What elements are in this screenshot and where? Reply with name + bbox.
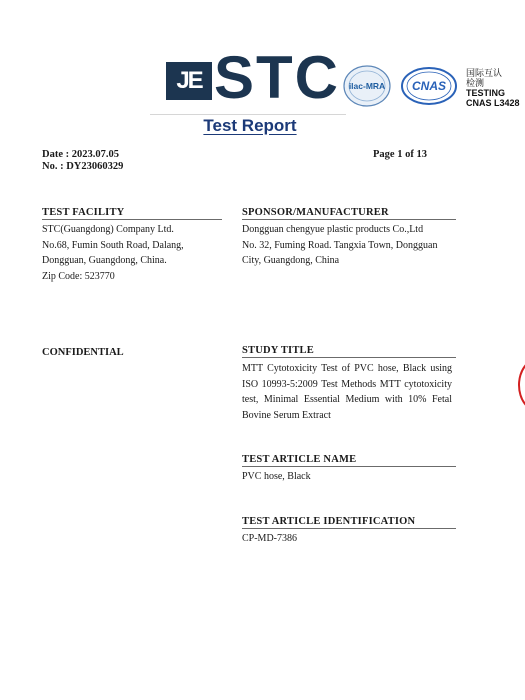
facility-line: No.68, Fumin South Road, Dalang,	[42, 239, 184, 251]
red-stamp-icon	[518, 358, 525, 412]
report-date: Date : 2023.07.05	[42, 149, 119, 160]
study-title-text: MTT Cytotoxicity Test of PVC hose, Black using ISO 10993-5:2009 Test Methods MTT cytotoxicity test, Minimal Essential Medium with 10% Fetal Bovine Serum Extract	[242, 363, 452, 421]
report-title-text: Test Report	[203, 116, 297, 135]
stc-logo-text: STC	[214, 44, 340, 111]
accreditation-block	[466, 68, 525, 108]
stc-logo-mark	[166, 62, 212, 100]
study-title-heading: STUDY TITLE	[242, 345, 456, 358]
sponsor-line: City, Guangdong, China	[242, 255, 340, 266]
article-id-text: CP-MD-7386	[242, 533, 298, 544]
article-name-text: PVC hose, Black	[242, 471, 311, 482]
sponsor-address	[242, 222, 456, 269]
page-indicator: Page 1 of 13	[373, 149, 427, 160]
test-facility-address	[42, 222, 222, 284]
facility-line: STC(Guangdong) Company Ltd.	[42, 224, 174, 235]
sponsor-line: Dongguan chengyue plastic products Co.,Ltd	[242, 224, 424, 235]
report-number: No. : DY23060329	[42, 161, 124, 172]
test-facility-heading: TEST FACILITY	[42, 207, 222, 220]
report-title	[0, 116, 500, 136]
article-id-heading: TEST ARTICLE IDENTIFICATION	[242, 516, 456, 529]
accreditation-cn-2: 检测	[466, 78, 485, 88]
accreditation-cn-1: 国际互认	[466, 68, 503, 78]
facility-line: Dongguan, Guangdong, China.	[42, 255, 167, 266]
accreditation-testing: TESTING	[466, 88, 506, 98]
logo-divider	[150, 114, 346, 115]
accreditation-number: CNAS L3428	[466, 98, 520, 108]
article-name-heading: TEST ARTICLE NAME	[242, 454, 456, 467]
ilac-mra-seal-icon	[342, 64, 392, 108]
confidential-label: CONFIDENTIAL	[42, 347, 124, 358]
sponsor-line: No. 32, Fuming Road. Tangxia Town, Dongguan	[242, 239, 438, 251]
sponsor-heading: SPONSOR/MANUFACTURER	[242, 207, 456, 220]
cnas-seal-icon	[400, 66, 458, 106]
cnas-seal-label: CNAS	[411, 79, 447, 93]
facility-line: Zip Code: 523770	[42, 270, 115, 282]
logo-mark-text: JE	[176, 67, 202, 94]
ilac-seal-label: ilac-MRA	[348, 81, 386, 91]
